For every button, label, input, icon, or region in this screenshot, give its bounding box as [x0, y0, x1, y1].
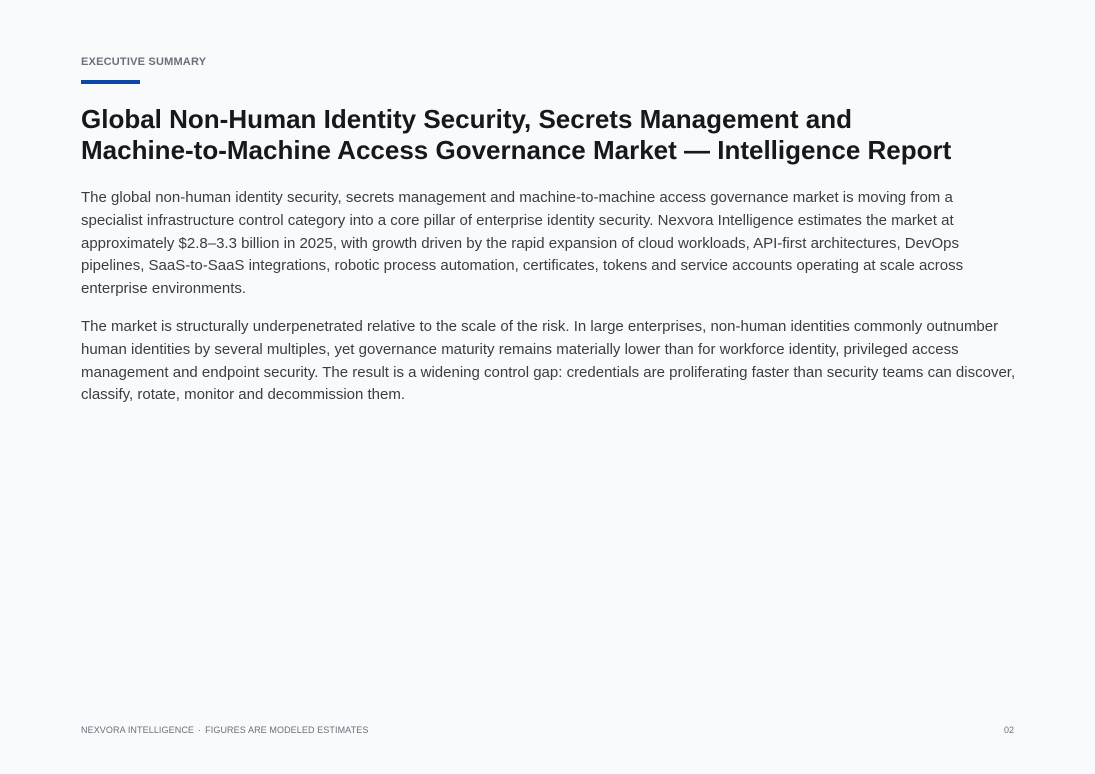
- summary-paragraph-2: The market is structurally underpenetrated relative to the scale of the risk. In large enterprises, non-human identities commonly outnumber human identities by several multiples, yet governance maturity remains materially lower than for workforce identity, privileged access management and endpoint security. The result is a widening control gap: credentials are proliferating faster than security teams can discover, classify, rotate, monitor and decommission them.: [81, 318, 1016, 404]
- summary-paragraph-1: The global non-human identity security, secrets management and machine-to-machine access governance market is moving from a specialist infrastructure control category into a core pillar of enterprise identity security. Nexvora Intelligence estimates the market at approximately $2.8–3.3 billion in 2025, with growth driven by the rapid expansion of cloud workloads, API-first architectures, DevOps pipelines, SaaS-to-SaaS integrations, robotic process automation, certificates, tokens and service accounts operating at scale across enterprise environments.: [81, 189, 964, 298]
- page-title-line-1: Global Non-Human Identity Security, Secrets Management and: [81, 104, 852, 134]
- footer-note: [81, 725, 368, 735]
- accent-bar: [81, 80, 140, 84]
- page-number: 02: [1003, 725, 1014, 735]
- footer-disclaimer: FIGURES ARE MODELED ESTIMATES: [205, 725, 369, 735]
- footer-separator: ·: [198, 725, 202, 735]
- footer-brand: NEXVORA INTELLIGENCE: [81, 725, 195, 735]
- page-title: [81, 104, 1011, 166]
- page-title-line-2: Machine-to-Machine Access Governance Market — Intelligence Report: [81, 135, 952, 165]
- section-label: EXECUTIVE SUMMARY: [81, 56, 207, 68]
- report-page: [81, 0, 1016, 774]
